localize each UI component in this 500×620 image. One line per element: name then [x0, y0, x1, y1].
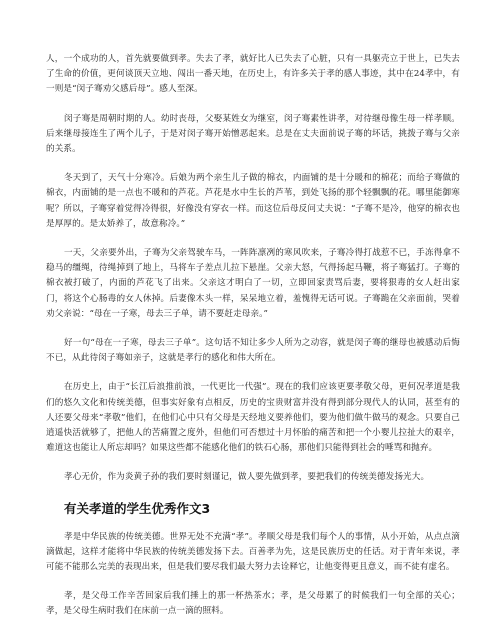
section-heading: 有关孝道的学生优秀作文3 — [64, 500, 211, 516]
paragraph-essay3-continued: 孝，是父母工作辛苦回家后我们捶上的那一杯热茶水；孝，是父母累了的时候我们一句全部的关心；孝，是父母生病时我们在床前一点一滴的照料。 — [46, 591, 460, 617]
paragraph-story-background: 闵子骞是周朝时期的人。幼时丧母，父娶某姓女为继室，闵子骞素性讲孝，对待继母像生母一样孝顺。后来继母接连生了两个儿子，于是对闵子骞开始憎恶起来。总是在丈夫面前说子骞的坏话，挑拨子骞与父亲的关系。 — [46, 113, 460, 155]
paragraph-modern-reflection: 在历史上，由于“长江后浪推前浪，一代更比一代强”。现在的我们应该更要孝敬父母，更何况孝道是我们的悠久文化和传统美德，但事实好象有点相反，历史的宝贵财富并没有得到部分现代人的认同，甚至有的人还要父母来“孝敬”他们，在他们心中只有父母是天经地义要养他们，要为他们做牛做马的观念。只要自己逍遥快活就够了，把他人的苦痛置之度外，但他们可否想过十月怀胎的痛苦和把一个小婴儿拉扯大的艰辛，难道这也能让人所忘却吗？如果这些都不能感化他们的铁石心肠，那他们只能得到社会的唾骂和抛弃。 — [46, 382, 460, 454]
paragraph-essay3-intro: 孝是中华民族的传统美德。世界无处不充满“孝”。孝顺父母是我们每个人的事情，从小开始，从点点滴滴做起，这样才能将中华民族的传统美德发扬下去。百善孝为先，这是民族历史的任话。对于青年来说，孝可能不能那么完美的表现出来，但是我们要尽我们最大努力去诠释它，让他变得更且意义，而不徒有虚名。 — [46, 531, 460, 573]
paragraph-intro: 人，一个成功的人，首先就要做到孝。失去了孝，就好比人已失去了心脏，只有一具躯壳立于世上，已失去了生命的价值，更何谈顶天立地、闯出一番天地，在历史上，有许多关于孝的感人事迹，其中在24孝中，有一则是“闵子骞劝父感后母”。感人至深。 — [46, 54, 460, 95]
paragraph-winter-coats: 冬天到了，天气十分寒冷。后娘为两个亲生儿子做的棉衣，内面铺的是十分暖和的棉花；而给子骞做的棉衣，内面铺的是一点也不暖和的芦花。芦花是水中生长的芦苇，到处飞扬的那个轻飘飘的花。哪里能御寒呢？所以，子骞穿着觉得冷得很，好像没有穿衣一样。而这位后母反问丈夫说：“子骞不是冷，他穿的棉衣也是厚厚的。是太娇养了，故意称冷。” — [46, 173, 460, 229]
paragraph-father-discovers: 一天，父亲要外出，子骞为父亲驾驶车马，一阵阵凛冽的寒风吹来，子骞冷得打战惹不已，手冻得拿不稳马的缰绳，待绳掉到了地上，马将车子差点儿拉下悬崖。父亲大怒，气得扬起马鞭，将子骞猛打。子骞的棉衣被打破了，内面的芦花飞了出来。父亲这才明白了一切，立即回家责骂后妻，要将狠毒的女人赶出家门，将这个心肠毒的女人休掉。后妻像木头一样，呆呆地立着，羞愧得无话可说。子骞跪在父亲面前，哭着劝父亲说：“母在一子寒，母去三子单，请不要赶走母亲。” — [46, 248, 460, 319]
paragraph-conclusion: 孝心无价，作为炎黄子孙的我们要时刻谨记，做人要先做到孝，要把我们的传统美德发扬光大。 — [64, 472, 430, 483]
paragraph-moral: 好一句“母在一子寒，母去三子单”。这句话不知让多少人所为之动容，就是闵子骞的继母也被感动后悔不已，从此待闵子骞如亲子，这就是孝行的感化和伟大所在。 — [46, 338, 460, 364]
